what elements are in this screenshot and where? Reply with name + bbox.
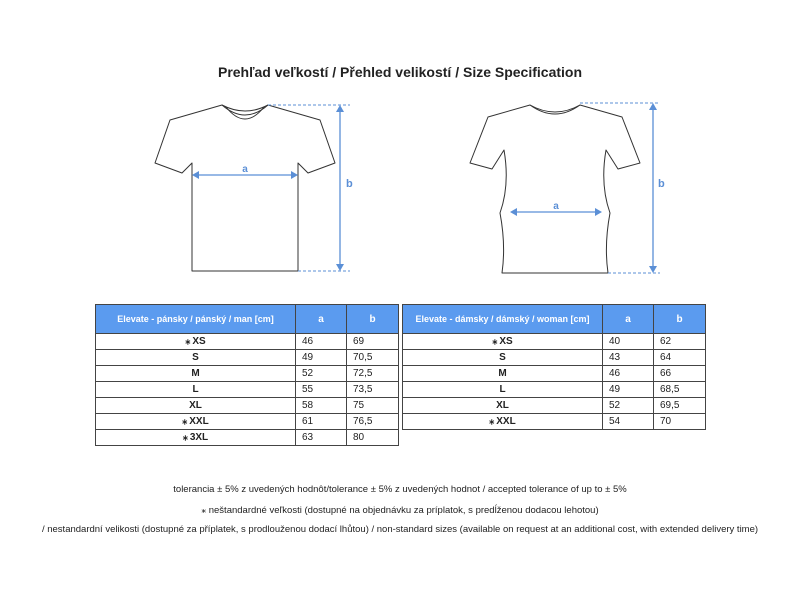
value-b-cell: 73,5 bbox=[347, 382, 399, 398]
man-size-table bbox=[95, 304, 399, 446]
size-cell bbox=[403, 414, 603, 430]
size-label: L bbox=[499, 384, 506, 395]
value-a-cell: 54 bbox=[603, 414, 654, 430]
value-b-cell: 72,5 bbox=[347, 366, 399, 382]
nonstandard-note-sk bbox=[0, 505, 800, 516]
size-label: XXL bbox=[496, 416, 516, 427]
woman-label-a: a bbox=[553, 201, 559, 212]
table-row bbox=[96, 382, 399, 398]
table-row bbox=[96, 350, 399, 366]
size-cell bbox=[96, 414, 296, 430]
star-icon: ⁎ bbox=[492, 336, 498, 347]
value-a-cell: 52 bbox=[603, 398, 654, 414]
size-cell bbox=[403, 366, 603, 382]
star-icon: ⁎ bbox=[182, 432, 188, 443]
table-row bbox=[96, 334, 399, 350]
value-b-cell: 69,5 bbox=[654, 398, 706, 414]
size-cell bbox=[96, 350, 296, 366]
value-b-cell: 70,5 bbox=[347, 350, 399, 366]
size-label: M bbox=[191, 368, 200, 379]
size-cell bbox=[96, 430, 296, 446]
woman-col-a-header: a bbox=[603, 305, 654, 334]
value-a-cell: 40 bbox=[603, 334, 654, 350]
size-label: S bbox=[192, 352, 199, 363]
star-icon: ⁎ bbox=[489, 416, 495, 427]
value-b-cell: 69 bbox=[347, 334, 399, 350]
value-b-cell: 64 bbox=[654, 350, 706, 366]
size-label: XS bbox=[499, 336, 513, 347]
value-a-cell: 63 bbox=[296, 430, 347, 446]
size-label: L bbox=[192, 384, 199, 395]
table-row bbox=[403, 366, 706, 382]
man-tshirt-diagram bbox=[150, 95, 365, 280]
value-a-cell: 46 bbox=[603, 366, 654, 382]
man-col-b-header: b bbox=[347, 305, 399, 334]
tolerance-note: tolerancia ± 5% z uvedených hodnôt/tolerance ± 5% z uvedených hodnot / accepted tolerance of up to ± 5% bbox=[173, 484, 627, 495]
woman-table-title: Elevate - dámsky / dámský / woman [cm] bbox=[403, 305, 603, 334]
table-row bbox=[403, 350, 706, 366]
table-row bbox=[96, 414, 399, 430]
table-row bbox=[403, 398, 706, 414]
value-a-cell: 46 bbox=[296, 334, 347, 350]
woman-size-table bbox=[402, 304, 706, 430]
table-row bbox=[96, 430, 399, 446]
size-cell bbox=[96, 334, 296, 350]
size-label: XS bbox=[192, 336, 206, 347]
size-label: XXL bbox=[189, 416, 209, 427]
value-b-cell: 76,5 bbox=[347, 414, 399, 430]
value-a-cell: 49 bbox=[603, 382, 654, 398]
size-cell bbox=[403, 382, 603, 398]
size-label: M bbox=[498, 368, 507, 379]
woman-table-header-row bbox=[403, 305, 706, 334]
value-b-cell: 66 bbox=[654, 366, 706, 382]
woman-tshirt-outline bbox=[470, 105, 640, 273]
size-label: XL bbox=[189, 400, 202, 411]
value-b-cell: 80 bbox=[347, 430, 399, 446]
value-b-cell: 70 bbox=[654, 414, 706, 430]
size-label: S bbox=[499, 352, 506, 363]
nonstandard-note-cz-en: / nestandardní velikosti (dostupné za příplatek, s prodlouženou dodací lhůtou) / non-standard sizes (available on request at an additional cost, with extended delivery time) bbox=[41, 524, 759, 535]
man-tshirt-outline bbox=[155, 105, 335, 271]
value-a-cell: 58 bbox=[296, 398, 347, 414]
man-col-a-header: a bbox=[296, 305, 347, 334]
woman-label-b: b bbox=[658, 178, 665, 190]
size-label: 3XL bbox=[189, 432, 209, 443]
value-a-cell: 61 bbox=[296, 414, 347, 430]
size-cell bbox=[403, 334, 603, 350]
table-row bbox=[403, 382, 706, 398]
man-label-b: b bbox=[346, 178, 353, 190]
value-a-cell: 49 bbox=[296, 350, 347, 366]
star-icon: ⁎ bbox=[201, 505, 207, 516]
value-a-cell: 52 bbox=[296, 366, 347, 382]
man-table-title: Elevate - pánsky / pánský / man [cm] bbox=[96, 305, 296, 334]
table-row bbox=[96, 398, 399, 414]
woman-tshirt-diagram bbox=[460, 95, 675, 280]
size-label: XL bbox=[496, 400, 509, 411]
size-cell bbox=[403, 398, 603, 414]
table-row bbox=[96, 366, 399, 382]
star-icon: ⁎ bbox=[185, 336, 191, 347]
size-cell bbox=[96, 366, 296, 382]
size-cell bbox=[96, 398, 296, 414]
page-title: Prehľad veľkostí / Přehled velikostí / Size Specification bbox=[217, 64, 583, 80]
nonstandard-note-sk-text: neštandardné veľkosti (dostupné na objednávku za príplatok, s predĺženou dodacou lehotou) bbox=[208, 505, 599, 516]
star-icon: ⁎ bbox=[182, 416, 188, 427]
value-b-cell: 62 bbox=[654, 334, 706, 350]
man-label-a: a bbox=[242, 164, 248, 175]
woman-col-b-header: b bbox=[654, 305, 706, 334]
value-a-cell: 55 bbox=[296, 382, 347, 398]
value-b-cell: 68,5 bbox=[654, 382, 706, 398]
size-cell bbox=[96, 382, 296, 398]
table-row bbox=[403, 334, 706, 350]
size-cell bbox=[403, 350, 603, 366]
value-b-cell: 75 bbox=[347, 398, 399, 414]
man-table-header-row bbox=[96, 305, 399, 334]
value-a-cell: 43 bbox=[603, 350, 654, 366]
table-row bbox=[403, 414, 706, 430]
